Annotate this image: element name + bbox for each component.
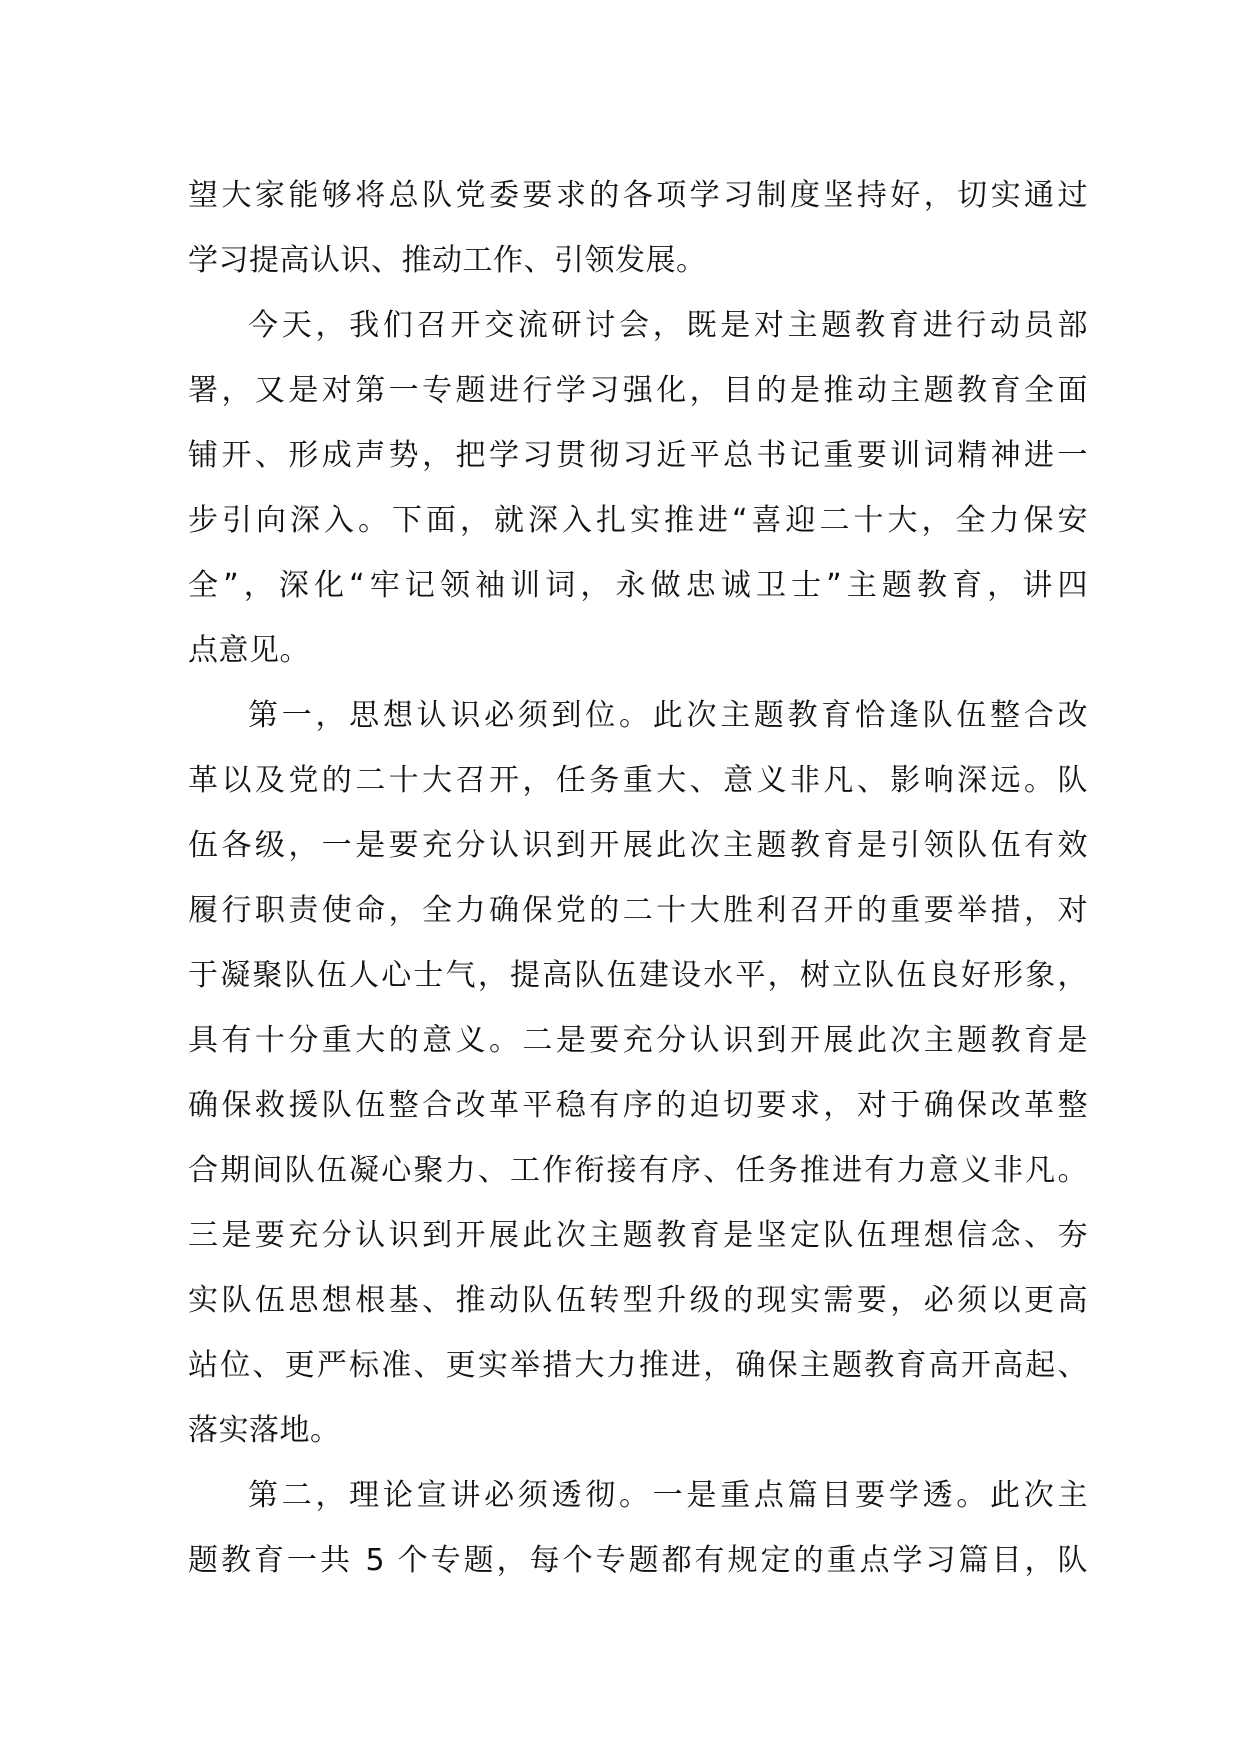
text-line: 伍各级，一是要充分认识到开展此次主题教育是引领队伍有效 xyxy=(188,828,1088,863)
text-line: 革以及党的二十大召开，任务重大、意义非凡、影响深远。队 xyxy=(188,763,1088,798)
text-line: 今天，我们召开交流研讨会，既是对主题教育进行动员部 xyxy=(248,308,1088,343)
text-line: 望大家能够将总队党委要求的各项学习制度坚持好，切实通过 xyxy=(188,178,1088,213)
text-line: 具有十分重大的意义。二是要充分认识到开展此次主题教育是 xyxy=(188,1023,1088,1058)
text-line: 第一，思想认识必须到位。此次主题教育恰逢队伍整合改 xyxy=(248,698,1088,733)
body-text xyxy=(188,163,1088,1593)
text-line: 落实落地。 xyxy=(188,1413,341,1448)
text-line: 合期间队伍凝心聚力、工作衔接有序、任务推进有力意义非凡。 xyxy=(188,1153,1088,1188)
text-line: 确保救援队伍整合改革平稳有序的迫切要求，对于确保改革整 xyxy=(188,1088,1088,1123)
text-line: 学习提高认识、推动工作、引领发展。 xyxy=(188,243,707,278)
text-line: 三是要充分认识到开展此次主题教育是坚定队伍理想信念、夯 xyxy=(188,1218,1088,1253)
text-line: 于凝聚队伍人心士气，提高队伍建设水平，树立队伍良好形象， xyxy=(188,958,1088,993)
text-line: 站位、更严标准、更实举措大力推进，确保主题教育高开高起、 xyxy=(188,1348,1088,1383)
text-line: 实队伍思想根基、推动队伍转型升级的现实需要，必须以更高 xyxy=(188,1283,1088,1318)
text-line: 全”，深化“牢记领袖训词，永做忠诚卫士”主题教育，讲四 xyxy=(188,568,1088,603)
text-line: 铺开、形成声势，把学习贯彻习近平总书记重要训词精神进一 xyxy=(188,438,1088,473)
text-line: 点意见。 xyxy=(188,633,310,668)
text-line: 履行职责使命，全力确保党的二十大胜利召开的重要举措，对 xyxy=(188,893,1088,928)
text-line: 署，又是对第一专题进行学习强化，目的是推动主题教育全面 xyxy=(188,373,1088,408)
text-line: 题教育一共 5 个专题，每个专题都有规定的重点学习篇目，队 xyxy=(188,1543,1088,1578)
text-line: 步引向深入。下面，就深入扎实推进“喜迎二十大，全力保安 xyxy=(188,503,1088,538)
text-line: 第二，理论宣讲必须透彻。一是重点篇目要学透。此次主 xyxy=(248,1478,1088,1513)
